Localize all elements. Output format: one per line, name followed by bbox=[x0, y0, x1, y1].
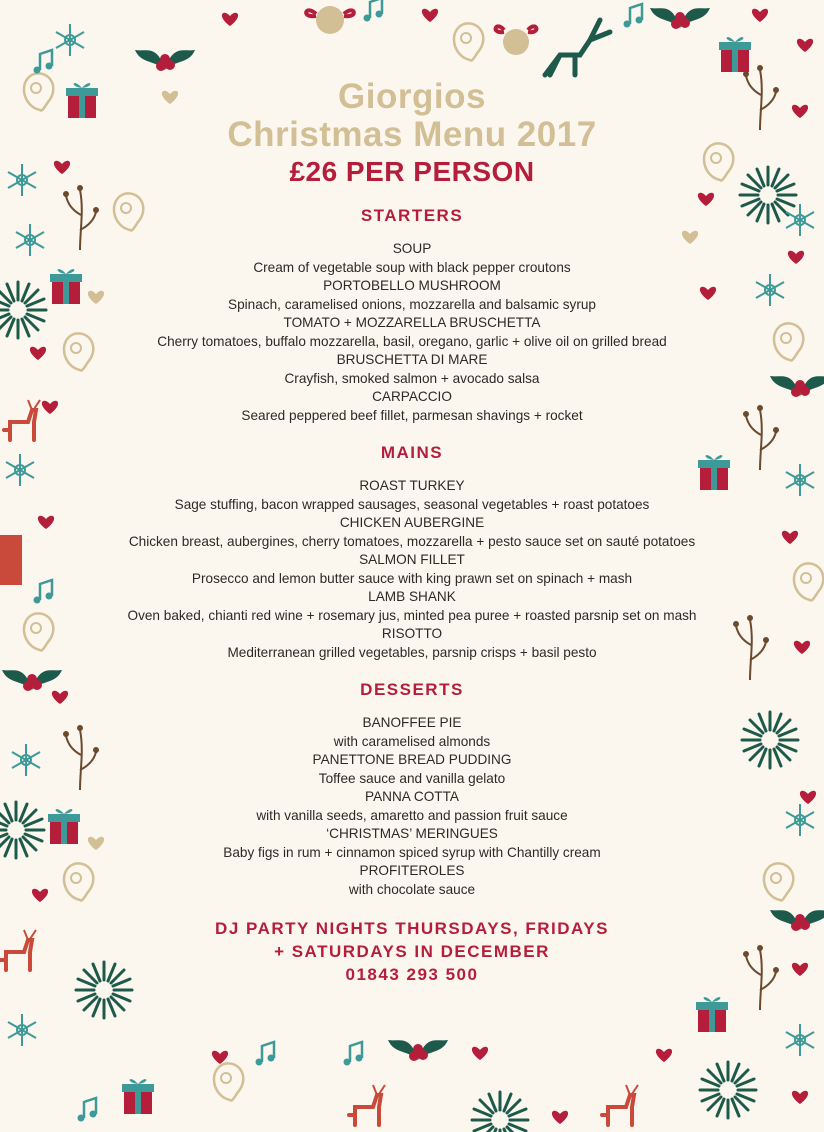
menu-item-description: Baby figs in rum + cinnamon spiced syrup with Chantilly cream bbox=[223, 844, 601, 860]
menu-item-name: RISOTTO bbox=[381, 626, 443, 641]
menu-item-name: CHICKEN AUBERGINE bbox=[339, 515, 485, 530]
menu-item-description: Cherry tomatoes, buffalo mozzarella, basil, oregano, garlic + olive oil on grilled bread bbox=[157, 333, 667, 349]
desserts-section bbox=[90, 680, 734, 899]
restaurant-name: Giorgios bbox=[338, 77, 486, 116]
menu-item-name: CARPACCIO bbox=[372, 389, 452, 404]
phone-number: 01843 293 500 bbox=[345, 965, 479, 984]
menu-item-description: Spinach, caramelised onions, mozzarella and balsamic syrup bbox=[228, 296, 596, 312]
menu-item-description: with vanilla seeds, amaretto and passion fruit sauce bbox=[256, 807, 568, 823]
menu-item-description: Chicken breast, aubergines, cherry tomatoes, mozzarella + pesto sauce set on sauté potatoes bbox=[128, 533, 696, 549]
menu-item-name: ‘CHRISTMAS’ MERINGUES bbox=[326, 826, 498, 841]
menu-item-description: Toffee sauce and vanilla gelato bbox=[318, 770, 506, 786]
section-heading-starters: STARTERS bbox=[360, 206, 464, 225]
menu-item-name: PORTOBELLO MUSHROOM bbox=[323, 278, 501, 293]
menu-title: Christmas Menu 2017 bbox=[227, 115, 597, 154]
menu-item-name: BANOFFEE PIE bbox=[362, 715, 462, 730]
menu-item-description: Crayfish, smoked salmon + avocado salsa bbox=[284, 370, 540, 386]
menu-item-description: Seared peppered beef fillet, parmesan shavings + rocket bbox=[241, 407, 583, 423]
footer-line-1: DJ PARTY NIGHTS THURSDAYS, FRIDAYS bbox=[215, 919, 609, 938]
menu-item-description: Cream of vegetable soup with black pepper croutons bbox=[253, 259, 571, 275]
section-heading-mains: MAINS bbox=[380, 443, 444, 462]
menu-item-description: Sage stuffing, bacon wrapped sausages, seasonal vegetables + roast potatoes bbox=[174, 496, 650, 512]
menu-item-description: Prosecco and lemon butter sauce with king prawn set on spinach + mash bbox=[191, 570, 633, 586]
menu-item-description: Mediterranean grilled vegetables, parsnip crisps + basil pesto bbox=[227, 644, 597, 660]
menu-item-name: SALMON FILLET bbox=[359, 552, 465, 567]
party-nights-footer bbox=[90, 917, 734, 986]
menu-item-name: TOMATO + MOZZARELLA BRUSCHETTA bbox=[283, 315, 541, 330]
menu-item-name: LAMB SHANK bbox=[368, 589, 456, 604]
menu-item-description: with caramelised almonds bbox=[333, 733, 491, 749]
menu-item-name: SOUP bbox=[392, 241, 432, 256]
menu-item-description: Oven baked, chianti red wine + rosemary jus, minted pea puree + roasted parsnip set on mash bbox=[127, 607, 697, 623]
menu-item-name: PANETTONE BREAD PUDDING bbox=[312, 752, 512, 767]
menu-item-name: ROAST TURKEY bbox=[359, 478, 465, 493]
footer-line-2: + SATURDAYS IN DECEMBER bbox=[274, 942, 550, 961]
menu-item-name: PANNA COTTA bbox=[365, 789, 459, 804]
price-per-person: £26 PER PERSON bbox=[289, 156, 535, 187]
menu-item-description: with chocolate sauce bbox=[348, 881, 476, 897]
menu-content bbox=[90, 78, 734, 986]
section-heading-desserts: DESSERTS bbox=[360, 680, 464, 699]
menu-item-name: BRUSCHETTA DI MARE bbox=[336, 352, 488, 367]
starters-section bbox=[90, 206, 734, 425]
mains-section bbox=[90, 443, 734, 662]
menu-item-name: PROFITEROLES bbox=[359, 863, 465, 878]
